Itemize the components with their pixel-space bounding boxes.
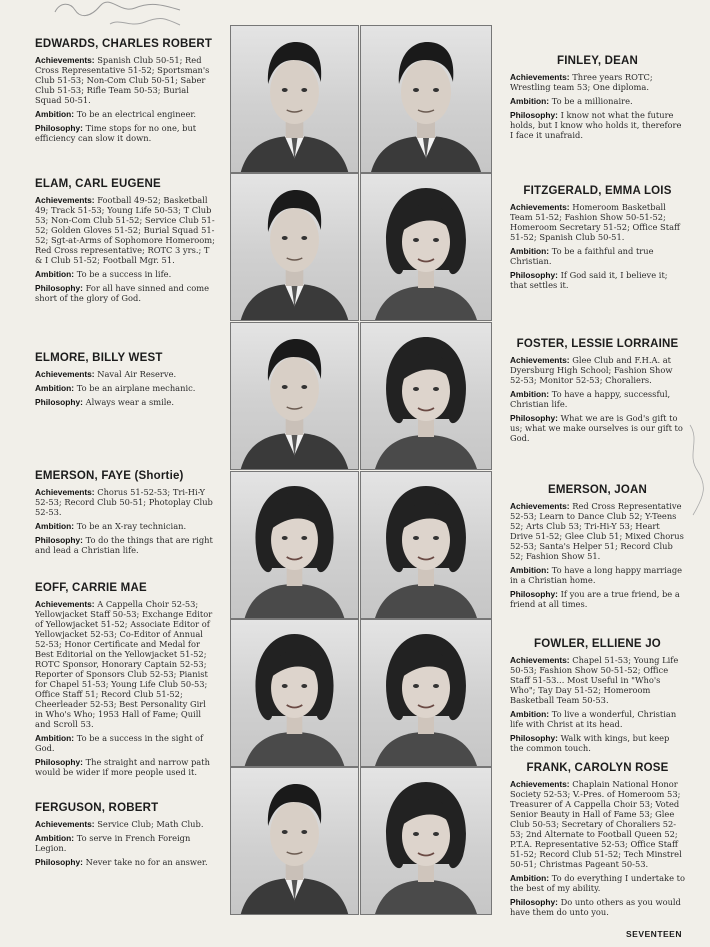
achievements-label: Achievements: xyxy=(510,72,570,82)
ambition-label: Ambition: xyxy=(510,873,550,883)
achievements-label: Achievements: xyxy=(35,599,95,609)
ambition-label: Ambition: xyxy=(510,96,550,106)
ambition-label: Ambition: xyxy=(35,733,75,743)
achievements-label: Achievements: xyxy=(35,369,95,379)
philosophy-text: Always wear a smile. xyxy=(85,397,174,407)
student-name: EDWARDS, CHARLES ROBERT xyxy=(35,38,213,50)
ambition-text: To be a success in life. xyxy=(76,269,172,279)
philosophy-text: What we are is God's gift to us; what we make ourselves is our gift to God. xyxy=(510,413,683,443)
philosophy-text: I know not what the future holds, but I know who holds it, therefore I face it unafraid. xyxy=(510,110,682,140)
student-portrait-photo xyxy=(360,619,492,767)
philosophy-label: Philosophy: xyxy=(510,897,558,907)
achievements-text: Homeroom Basketball Team 51-52; Fashion Show 50-51-52; Homeroom Secretary 51-52; Office Staff 51-52; Spanish Club 50-51. xyxy=(510,202,680,242)
philosophy-text: If you are a true friend, be a friend at all times. xyxy=(510,589,680,609)
student-name: FOWLER, ELLIENE JO xyxy=(534,638,661,650)
handwritten-margin-note xyxy=(685,420,710,530)
philosophy-label: Philosophy: xyxy=(510,270,558,280)
page-number: SEVENTEEN xyxy=(626,929,682,939)
ambition-label: Ambition: xyxy=(510,389,550,399)
handwritten-scribble xyxy=(30,0,230,30)
philosophy-label: Philosophy: xyxy=(510,589,558,599)
ambition-label: Ambition: xyxy=(35,269,75,279)
ambition-label: Ambition: xyxy=(35,383,75,393)
student-portrait-photo xyxy=(230,25,359,173)
student-entry-foster xyxy=(510,338,685,447)
ambition-text: To live a wonderful, Christian life with Christ at its head. xyxy=(510,709,677,729)
achievements-text: Naval Air Reserve. xyxy=(97,369,177,379)
student-portrait-photo xyxy=(360,173,492,321)
philosophy-text: For all have sinned and come short of the glory of God. xyxy=(35,283,210,303)
student-portrait-photo xyxy=(360,25,492,173)
student-portrait-photo xyxy=(230,322,359,470)
ambition-label: Ambition: xyxy=(35,109,75,119)
ambition-text: To have a happy, successful, Christian life. xyxy=(510,389,671,409)
philosophy-label: Philosophy: xyxy=(510,733,558,743)
achievements-label: Achievements: xyxy=(510,355,570,365)
student-entry-eoff xyxy=(35,582,215,781)
student-name: ELAM, CARL EUGENE xyxy=(35,178,161,190)
student-entry-ferguson xyxy=(35,802,215,871)
achievements-label: Achievements: xyxy=(510,501,570,511)
philosophy-label: Philosophy: xyxy=(510,413,558,423)
philosophy-text: If God said it, I believe it; that settles it. xyxy=(510,270,668,290)
student-portrait-photo xyxy=(230,173,359,321)
ambition-text: To be an airplane mechanic. xyxy=(76,383,196,393)
ambition-text: To be a faithful and true Christian. xyxy=(510,246,654,266)
student-name: EMERSON, FAYE (Shortie) xyxy=(35,470,184,482)
ambition-text: To do everything I undertake to the best of my ability. xyxy=(510,873,685,893)
achievements-text: Red Cross Representative 52-53; Learn to Dance Club 52; Y-Teens 52; Arts Club 53; Tri-Hi-Y 53; Heart Drive 51-52; Glee Club 51; Mixed Chorus 52-53; Santa's Helper 51; Record Club 52; Fashion Show 51. xyxy=(510,501,684,561)
philosophy-text: The straight and narrow path would be wider if more people used it. xyxy=(35,757,210,777)
achievements-text: Spanish Club 50-51; Red Cross Representative 51-52; Sportsman's Club 51-53; Non-Com Club 50-51; Saber Club 51-53; Rifle Team 50-53; Burial Squad 50-51. xyxy=(35,55,210,105)
philosophy-text: Do unto others as you would have them do unto you. xyxy=(510,897,681,917)
ambition-label: Ambition: xyxy=(510,565,550,575)
achievements-text: Football 49-52; Basketball 49; Track 51-53; Young Life 50-53; T Club 53; Non-Com Club 51-52; Service Club 51-52; Golden Gloves 51-52; Burial Squad 51-52; Sgt-at-Arms of Sophomore Homeroom; Red Cross representative; ROTC 3 yrs.; T & I Club 51-52; Football Mgr. 51. xyxy=(35,195,215,265)
ambition-label: Ambition: xyxy=(510,709,550,719)
student-portrait-photo xyxy=(360,767,492,915)
student-entry-fowler xyxy=(510,638,685,757)
philosophy-label: Philosophy: xyxy=(35,397,83,407)
achievements-label: Achievements: xyxy=(510,655,570,665)
ambition-label: Ambition: xyxy=(510,246,550,256)
student-name: FINLEY, DEAN xyxy=(557,55,638,67)
achievements-label: Achievements: xyxy=(510,202,570,212)
philosophy-label: Philosophy: xyxy=(35,535,83,545)
philosophy-label: Philosophy: xyxy=(510,110,558,120)
philosophy-text: Time stops for no one, but efficiency can slow it down. xyxy=(35,123,197,143)
achievements-label: Achievements: xyxy=(35,487,95,497)
philosophy-label: Philosophy: xyxy=(35,283,83,293)
ambition-label: Ambition: xyxy=(35,833,75,843)
ambition-label: Ambition: xyxy=(35,521,75,531)
ambition-text: To be an X-ray technician. xyxy=(76,521,187,531)
student-name: ELMORE, BILLY WEST xyxy=(35,352,163,364)
student-name: EMERSON, JOAN xyxy=(547,484,648,496)
philosophy-label: Philosophy: xyxy=(35,123,83,133)
student-entry-finley xyxy=(510,55,685,144)
achievements-label: Achievements: xyxy=(510,779,570,789)
achievements-text: Chorus 51-52-53; Tri-Hi-Y 52-53; Record Club 50-51; Photoplay Club 52-53. xyxy=(35,487,213,517)
achievements-label: Achievements: xyxy=(35,55,95,65)
student-name: FOSTER, LESSIE LORRAINE xyxy=(516,338,679,350)
student-name: FITZGERALD, EMMA LOIS xyxy=(523,185,672,197)
student-name: FERGUSON, ROBERT xyxy=(35,802,159,814)
achievements-label: Achievements: xyxy=(35,819,95,829)
student-entry-elmore xyxy=(35,352,215,411)
achievements-text: Glee Club and F.H.A. at Dyersburg High School; Fashion Show 52-53; Monitor 52-53; Choraliers. xyxy=(510,355,673,385)
ambition-text: To be an electrical engineer. xyxy=(76,109,197,119)
philosophy-text: Walk with kings, but keep the common touch. xyxy=(510,733,670,753)
ambition-text: To serve in French Foreign Legion. xyxy=(35,833,191,853)
philosophy-label: Philosophy: xyxy=(35,857,83,867)
achievements-label: Achievements: xyxy=(35,195,95,205)
student-entry-elam xyxy=(35,178,215,307)
student-entry-emerson-joan xyxy=(510,484,685,613)
student-entry-emerson-faye xyxy=(35,470,215,559)
student-entry-edwards xyxy=(35,38,215,147)
philosophy-label: Philosophy: xyxy=(35,757,83,767)
student-name: FRANK, CAROLYN ROSE xyxy=(526,762,669,774)
philosophy-text: To do the things that are right and lead a Christian life. xyxy=(35,535,213,555)
student-portrait-photo xyxy=(230,471,359,619)
student-entry-frank xyxy=(510,762,685,921)
ambition-text: To be a success in the sight of God. xyxy=(35,733,204,753)
student-portrait-photo xyxy=(230,619,359,767)
achievements-text: Chaplain National Honor Society 52-53; V.-Pres. of Homeroom 53; Treasurer of A Cappella Choir 53; Voted Senior Beauty in Hall of Fame 53; Glee Club 50-53; Secretary of Choraliers 52-53; 2nd Alternate to Football Queen 52; P.T.A. Representative 52-53; Office Staff 51-52; Record Club 51-52; Tech Minstrel 50-51; Christmas Pageant 50-53. xyxy=(510,779,682,869)
student-portrait-photo xyxy=(360,471,492,619)
ambition-text: To have a long happy marriage in a Christian home. xyxy=(510,565,683,585)
achievements-text: Service Club; Math Club. xyxy=(97,819,204,829)
ambition-text: To be a millionaire. xyxy=(551,96,633,106)
philosophy-text: Never take no for an answer. xyxy=(85,857,208,867)
student-name: EOFF, CARRIE MAE xyxy=(35,582,147,594)
student-portrait-photo xyxy=(360,322,492,470)
achievements-text: Three years ROTC; Wrestling team 53; One diploma. xyxy=(510,72,653,92)
achievements-text: Chapel 51-53; Young Life 50-53; Fashion Show 50-51-52; Office Staff 51-53... Most Useful in "Who's Who"; Tay Day 51-52; Homeroom Basketball Team 50-53. xyxy=(510,655,679,705)
student-entry-fitzgerald xyxy=(510,185,685,294)
student-portrait-photo xyxy=(230,767,359,915)
achievements-text: A Cappella Choir 52-53; Yellowjacket Staff 50-53; Exchange Editor of Yellowjacket 51-52; Associate Editor of Yellowjacket 52-53; Co-Editor of Annual 52-53; Honor Certificate and Medal for Best Editorial on the Yellowjacket 51-52; ROTC Sponsor, Honorary Captain 52-53; Reporter of Sponsors Club 52-53; Pianist for Chapel 51-53; Young Life Club 50-53; Office Staff 51; Record Club 51-52; Cheerleader 52-53; Best Personality Girl in Who's Who; 1953 Hall of Fame; Quill and Scroll 53. xyxy=(35,599,213,729)
